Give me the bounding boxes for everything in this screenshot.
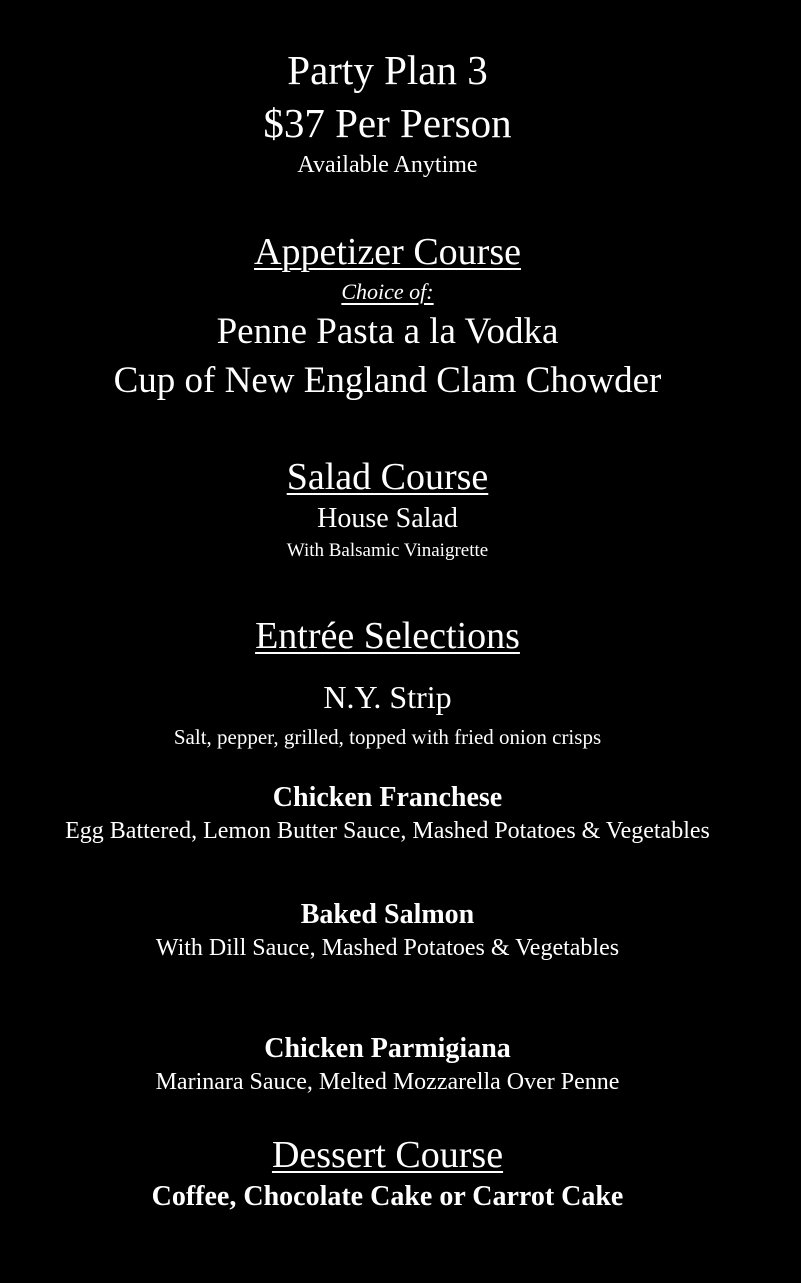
entree-name: Chicken Franchese: [272, 782, 503, 813]
entree-name: Baked Salmon: [300, 899, 475, 930]
appetizer-heading: Appetizer Course: [254, 231, 521, 273]
dessert-heading: Dessert Course: [271, 1134, 504, 1176]
plan-title: Party Plan 3: [287, 47, 488, 93]
salad-item: House Salad: [317, 503, 458, 534]
salad-heading: Salad Course: [286, 456, 489, 498]
plan-availability: Available Anytime: [297, 152, 478, 178]
appetizer-choice-label: Choice of:: [341, 279, 434, 304]
appetizer-item: Cup of New England Clam Chowder: [113, 360, 662, 401]
entree-name: N.Y. Strip: [323, 679, 452, 715]
entree-description: With Dill Sauce, Mashed Potatoes & Vegetables: [155, 935, 620, 961]
dessert-items: Coffee, Chocolate Cake or Carrot Cake: [151, 1181, 624, 1212]
entree-description: Salt, pepper, grilled, topped with fried onion crisps: [173, 725, 602, 749]
salad-description: With Balsamic Vinaigrette: [286, 540, 489, 561]
entree-description: Egg Battered, Lemon Butter Sauce, Mashed Potatoes & Vegetables: [65, 818, 710, 844]
entree-heading: Entrée Selections: [255, 615, 520, 657]
plan-price: $37 Per Person: [263, 100, 512, 146]
entree-name: Chicken Parmigiana: [264, 1033, 511, 1064]
appetizer-item: Penne Pasta a la Vodka: [216, 311, 559, 352]
entree-description: Marinara Sauce, Melted Mozzarella Over Penne: [155, 1069, 620, 1095]
